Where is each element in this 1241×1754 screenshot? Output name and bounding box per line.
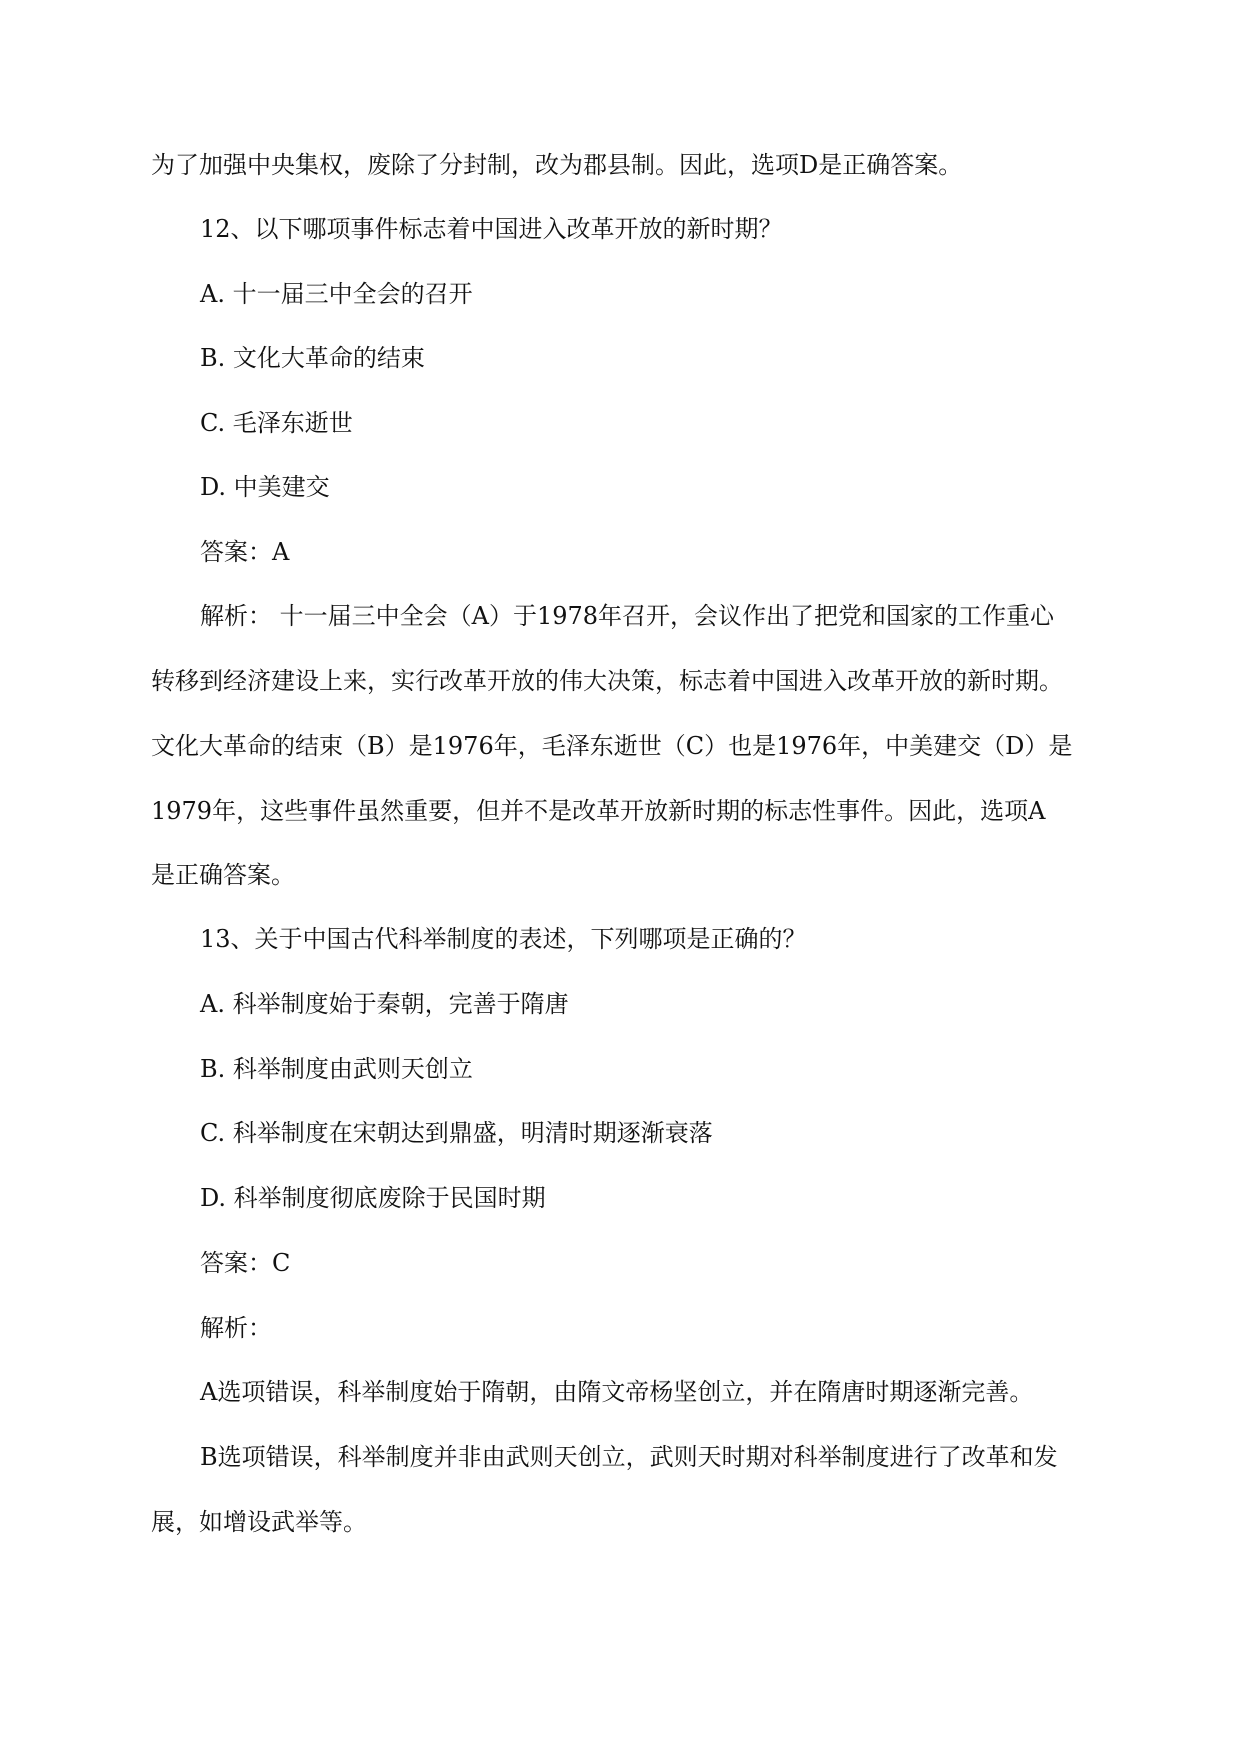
q13-question: 13、关于中国古代科举制度的表述，下列哪项是正确的？ [200,925,807,953]
q11-explanation-tail: 为了加强中央集权，废除了分封制，改为郡县制。因此，选项D是正确答案。 [151,151,963,179]
q12-explanation-line-4: 1979年，这些事件虽然重要，但并不是改革开放新时期的标志性事件。因此，选项A [151,797,1046,825]
q12-explanation-line-1: 解析： 十一届三中全会（A）于1978年召开，会议作出了把党和国家的工作重心 [200,602,1055,630]
q12-option-c: C. 毛泽东逝世 [200,409,353,437]
q13-answer: 答案：C [200,1249,291,1277]
q13-option-a: A. 科举制度始于秦朝，完善于隋唐 [200,990,569,1018]
q12-option-b: B. 文化大革命的结束 [200,344,425,372]
q12-option-d: D. 中美建交 [200,473,330,501]
q12-question: 12、以下哪项事件标志着中国进入改革开放的新时期？ [200,215,783,243]
q13-option-b: B. 科举制度由武则天创立 [200,1055,473,1083]
q13-option-c: C. 科举制度在宋朝达到鼎盛，明清时期逐渐衰落 [200,1119,713,1147]
q13-option-d: D. 科举制度彻底废除于民国时期 [200,1184,546,1212]
q12-answer: 答案：A [200,538,290,566]
q13-explanation-line-3: 展，如增设武举等。 [151,1508,367,1536]
q12-explanation-line-2: 转移到经济建设上来，实行改革开放的伟大决策，标志着中国进入改革开放的新时期。 [151,667,1063,695]
q12-explanation-line-3: 文化大革命的结束（B）是1976年，毛泽东逝世（C）也是1976年，中美建交（D）是 [151,732,1073,760]
q13-explanation-label: 解析： [200,1314,272,1342]
q12-explanation-line-5: 是正确答案。 [151,861,295,889]
q13-explanation-line-2: B选项错误，科举制度并非由武则天创立，武则天时期对科举制度进行了改革和发 [200,1443,1058,1471]
q13-explanation-line-1: A选项错误，科举制度始于隋朝，由隋文帝杨坚创立，并在隋唐时期逐渐完善。 [200,1378,1034,1406]
q12-option-a: A. 十一届三中全会的召开 [200,280,473,308]
